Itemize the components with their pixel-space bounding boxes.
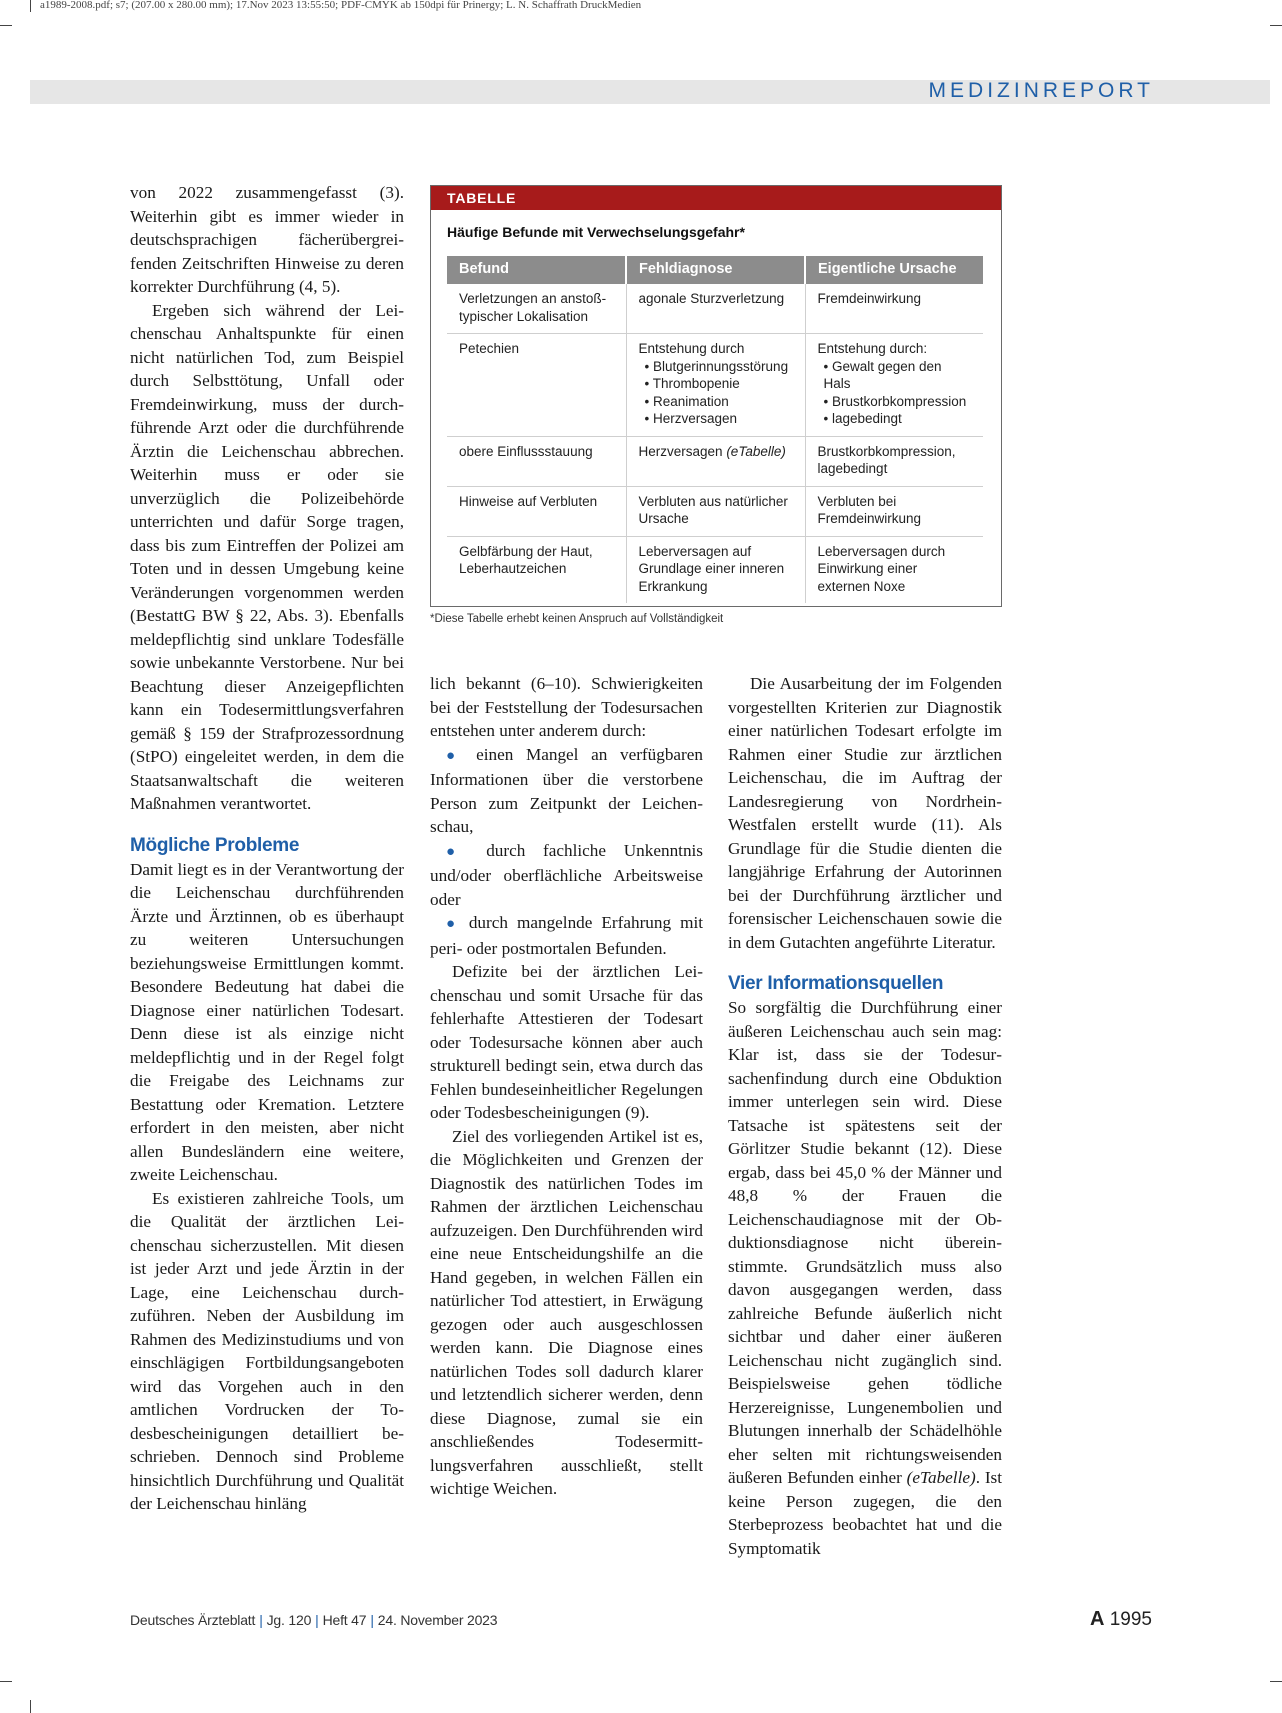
paragraph: Es existieren zahlreiche Tools, um die Qualität der ärztlichen Leichenschau sicherzustellen. Mit diesen ist jeder Arzt und jede Ärztin in der Lage, eine Leichenschau durchzuführen. Neben der Ausbildung im Rahmen des Medizinstudiums und von einschlägigen Fortbildungsangeboten wird das Vorgehen auch in den amtlichen Vordrucken der Todesbescheinigungen detailliert beschrieben. Dennoch sind Probleme hinsichtlich Durchführung und Qualität der Leichenschau hinläng (130, 1188, 404, 1513)
paragraph: Ergeben sich während der Leichenschau Anhaltspunkte für einen nicht natürlichen Tod, zum Beispiel durch Selbsttötung, Unfall oder Fremdeinwirkung, muss der durchführende Arzt oder die durchführende Ärztin die Leichenschau abbrechen. Weiterhin muss er oder sie unverzüglich die Polizeibehörde unterrichten und dafür Sorge tragen, dass bis zum Eintreffen der Polizei am Toten und in dessen Umgebung keine Veränderungen vorgenommen werden (BestattG BW § 22, Abs. 3). Ebenfalls meldepflichtig sind unklare Todesfälle sowie unbekannte Verstorbene. Nur bei Beachtung dieser Anzeigepflichten kann ein Todesermittlungsverfahren gemäß § 159 der Strafprozessordnung (StPO) eingeleitet werden, in dem die Staatsanwaltschaft die weiteren Maßnahmen verantwortet. (130, 300, 404, 813)
volume: Jg. 120 (266, 1612, 312, 1628)
journal-name: Deutsches Ärzteblatt (130, 1612, 256, 1628)
list-item (430, 911, 703, 960)
text-column-3 (728, 672, 1002, 1560)
bullet-icon: ● (446, 747, 464, 764)
cell-list-item: • lagebedingt (824, 410, 972, 428)
cell-list-item: • Gewalt gegen den Hals (824, 358, 972, 393)
etabelle-reference: (eTabelle) (726, 443, 786, 459)
issue: Heft 47 (322, 1612, 367, 1628)
list-item-text: einen Mangel an verfügbaren Informationen über die verstorbene Person zum Zeitpunkt der Leichenschau, (430, 744, 703, 836)
table-footnote: *Diese Tabelle erhebt keinen Anspruch auf Vollständigkeit (430, 613, 724, 625)
cell-heading: Entstehung durch: (817, 341, 928, 356)
cell-heading: Entstehung durch (638, 341, 745, 356)
paragraph: Ziel des vorliegenden Artikel ist es, die Möglichkeiten und Grenzen der Diagnostik des natürlichen Todes im Rahmen der ärztlichen Leichenschau aufzuzeigen. Den Durchführenden wird eine neue Entscheidungshilfe an die Hand gegeben, in welchen Fällen ein natürlicher Tod attestiert, in Erwägung gezogen oder auch ausgeschlossen werden kann. Die Diagnose eines natürlichen Todes soll dadurch klarer und letztendlich sicherer werden, denn diese Diagnose, zumal sie ein anschließendes Todesermittlungsverfahren ausschließt, stellt wichtige Weichen. (430, 1126, 703, 1498)
table-cell (626, 334, 805, 437)
page-prefix: A (1089, 1608, 1105, 1630)
table-cell: Gelbfärbung der Haut, Leberhautzeichen (447, 536, 626, 603)
cell-list-item: • Brustkorbkompression (824, 393, 972, 411)
footer-citation (130, 1612, 497, 1628)
crop-mark (1270, 25, 1282, 26)
column-header: Fehldiagnose (626, 256, 805, 284)
etabelle-reference: (eTabelle) (906, 1468, 976, 1487)
separator: | (315, 1612, 319, 1628)
table-cell: Verbluten aus natürlicher Ursache (626, 486, 805, 536)
table-cell: obere Einflussstauung (447, 436, 626, 486)
crop-mark (30, 1700, 31, 1713)
paragraph-text: . Ist keine Person zugegen, die den Sterbeprozess beobachtet hat und die Symptomatik (728, 1468, 1003, 1558)
column-header: Befund (447, 256, 626, 284)
table-header-row (447, 256, 983, 284)
section-title: MEDIZINREPORT (928, 79, 1154, 102)
table-row (447, 486, 983, 536)
paragraph: lich bekannt (6–10). Schwierigkeiten bei der Feststellung der Todesursachen entstehen unter anderem durch: (430, 674, 703, 740)
table-cell: agonale Sturzverletzung (626, 284, 805, 334)
cell-list-item: • Blutgerinnungsstörung (645, 358, 793, 376)
text-column-2 (430, 672, 703, 1501)
crop-mark (0, 25, 12, 26)
page-number (1090, 1608, 1152, 1631)
section-heading: Vier Informationsquellen (728, 973, 944, 994)
bullet-list (430, 743, 703, 961)
table-row (447, 334, 983, 437)
bullet-icon: ● (446, 843, 469, 860)
column-header: Eigentliche Ursache (805, 256, 983, 284)
table-box (430, 185, 1002, 607)
paragraph: Defizite bei der ärztlichen Leichenschau und somit Ursache für das fehlerhafte Attestieren der Todesart oder Todesursache können aber auch strukturell bedingt sein, etwa durch das Fehlen bundeseinheitlicher Regelungen oder Todesbescheinigungen (9). (430, 962, 703, 1122)
table-cell: Hinweise auf Verbluten (447, 486, 626, 536)
list-item (430, 839, 703, 912)
table-title: Häufige Befunde mit Verwechselungsgefahr* (447, 224, 745, 240)
list-item-text: durch mangelnde Erfahrung mit peri- oder postmortalen Befunden. (430, 913, 704, 958)
separator: | (259, 1612, 263, 1628)
table-cell: Verbluten bei Fremdeinwirkung (805, 486, 983, 536)
cell-list-item: • Thrombopenie (645, 375, 793, 393)
table-cell: Verletzungen an anstoß-typischer Lokalisation (447, 284, 626, 334)
table-cell: Petechien (447, 334, 626, 437)
print-metadata: a1989-2008.pdf; s7; (207.00 x 280.00 mm); 17.Nov 2023 13:55:50; PDF-CMYK ab 150dpi für Prinergy; L. N. Schaffrath DruckMedien (40, 0, 642, 11)
table-tag: TABELLE (431, 186, 1001, 210)
cell-text: Herzversagen (638, 443, 723, 459)
paragraph: Die Ausarbeitung der im Folgenden vorgestellten Kriterien zur Diagnostik einer natürlichen Todesart erfolgte im Rahmen einer Studie zur ärztlichen Leichenschau, die im Auftrag der Landesregierung von Nordrhein-Westfalen erstellt wurde (11). Als Grundlage für die Studie dienten die langjährige Erfahrung der Autorinnen bei der Durchführung ärztlicher und forensischer Leichenschauen sowie die in dem Gutachten angeführte Literatur. (728, 674, 1002, 952)
crop-mark (30, 0, 31, 12)
table-row (447, 284, 983, 334)
page-number-value: 1995 (1109, 1609, 1152, 1630)
list-item-text: durch fachliche Unkenntnis und/oder oberflächliche Arbeitsweise oder (430, 840, 703, 909)
list-item (430, 743, 703, 839)
table-row (447, 536, 983, 603)
table-cell: Brustkorbkompression, lagebedingt (805, 436, 983, 486)
paragraph-text: So sorgfältig die Durchführung einer äußeren Leichenschau auch sein mag: Klar ist, dass sie der Todesursachenfindung durch eine Obduktion immer unterlegen sein wird. Diese Tatsache ist spätestens seit der Görlitzer Studie bekannt (12). Diese ergab, dass bei 45,0 % der Männer und 48,8 % der Frauen die Leichenschaudiagnose mit der Obduktionsdiagnose nicht übereinstimmte. Grundsätzlich muss also davon ausgegangen werden, dass zahlreiche Befunde äußerlich nicht sichtbar und daher einer äußeren Leichenschau nicht zugänglich sind. Beispielsweise gehen tödliche Herzereignisse, Lungenembolien und Blutungen innerhalb der Schädelhöhle eher selten mit richtungsweisenden äußeren Befunden einher (728, 998, 1002, 1487)
table-cell: Fremdeinwirkung (805, 284, 983, 334)
paragraph: von 2022 zusammengefasst (3). Weiterhin gibt es immer wieder in deutschsprachigen fächerübergreifenden Zeitschriften Hinweise zu deren korrekter Durchführung (4, 5). (130, 183, 404, 296)
section-heading: Mögliche Probleme (130, 834, 300, 856)
paragraph: Damit liegt es in der Verantwortung der die Leichenschau durchführenden Ärzte und Ärztinnen, ob es überhaupt zu weiteren Untersuchungen beziehungsweise Ermittlungen kommt. Besondere Bedeutung hat dabei die Diagnose einer natürlichen Todesart. Denn diese ist als einzige nicht meldepflichtig und in der Regel folgt die Freigabe des Leichnams zur Bestattung oder Kremation. Letztere erfordert in den meisten, aber nicht allen Bundesländern eine weitere, zweite Leichenschau. (130, 859, 404, 1184)
cell-list-item: • Herzversagen (645, 410, 793, 428)
cell-list (818, 358, 972, 428)
cell-list-item: • Reanimation (645, 393, 793, 411)
table-row (447, 436, 983, 486)
table-cell: Leberversagen durch Einwirkung einer externen Noxe (817, 543, 946, 594)
crop-mark (1270, 1681, 1282, 1682)
issue-date: 24. November 2023 (377, 1612, 498, 1628)
text-column-1 (130, 181, 404, 1516)
findings-table (447, 256, 983, 603)
crop-mark (0, 1681, 12, 1682)
bullet-icon: ● (446, 916, 460, 932)
table-cell: Leberversagen auf Grundlage einer inneren Erkrankung (626, 536, 805, 603)
paragraph (728, 996, 1002, 1560)
cell-list (639, 358, 793, 428)
separator: | (370, 1612, 374, 1628)
table-cell (626, 436, 805, 486)
table-cell (805, 334, 983, 437)
